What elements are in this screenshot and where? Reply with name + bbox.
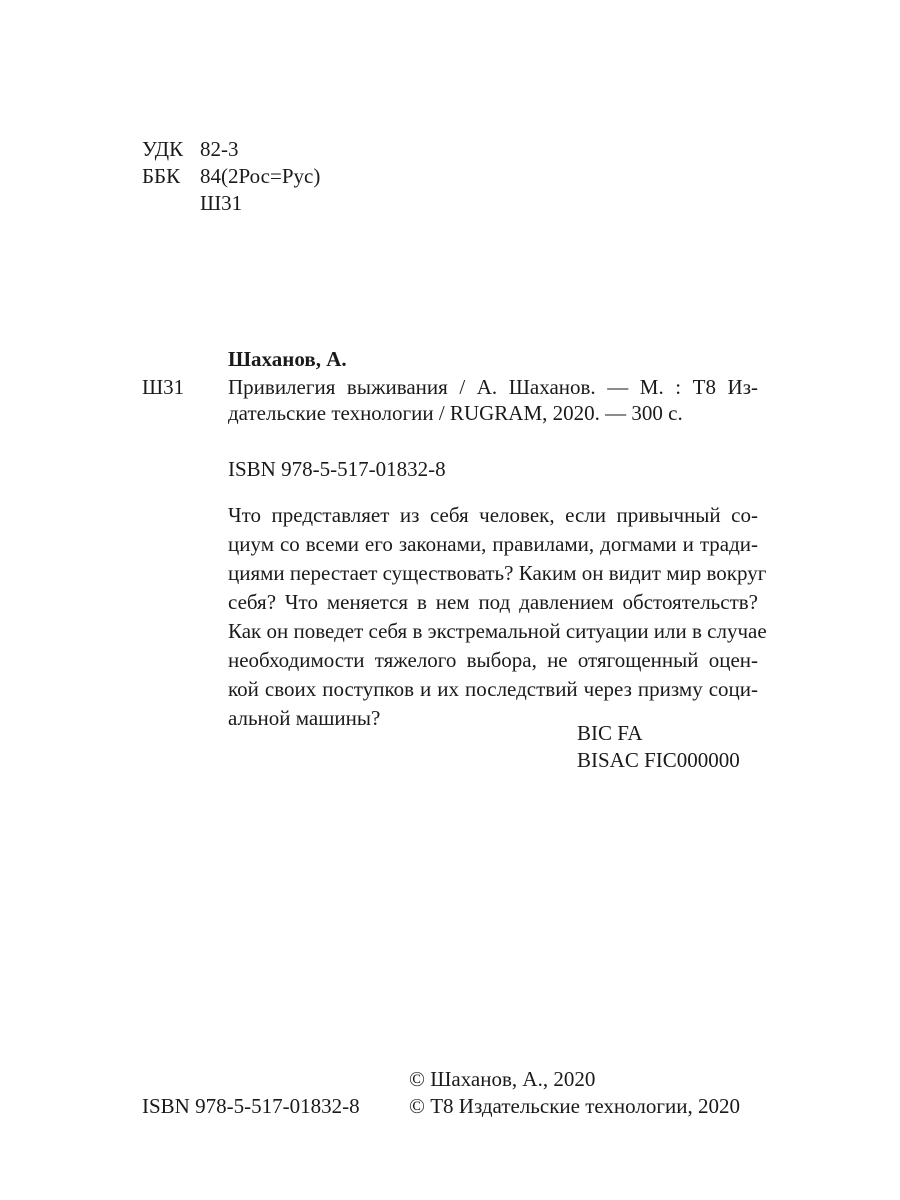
copyright-block: [409, 1066, 740, 1120]
footer-isbn: ISBN 978-5-517-01832-8: [142, 1094, 360, 1118]
copyright-author: © Шаханов, А., 2020: [409, 1067, 596, 1091]
annotation-line: циями перестает существовать? Каким он видит мир вокруг: [228, 561, 767, 585]
annotation-line: Что представляет из себя человек, если привычный со-: [228, 503, 758, 527]
author-heading: Шаханов, А.: [228, 347, 347, 371]
annotation-line: циум со всеми его законами, правилами, догмами и тради-: [228, 532, 758, 556]
annotation-line: альной машины?: [228, 706, 381, 730]
record-cutter: Ш31: [142, 375, 185, 399]
bibliographic-record: [228, 374, 758, 426]
udk-value: 82-3: [200, 137, 239, 161]
annotation: [228, 502, 767, 734]
record-line: дательские технологии / RUGRAM, 2020. — 300 с.: [228, 401, 683, 425]
bisac-code: BISAC FIC000000: [577, 748, 740, 772]
cutter-row: [142, 190, 320, 217]
cutter-code: Ш31: [200, 191, 243, 215]
bbk-row: [142, 163, 320, 190]
annotation-line: кой своих поступков и их последствий через призму соци-: [228, 677, 758, 701]
annotation-line: Как он поведет себя в экстремальной ситуации или в случае: [228, 619, 767, 643]
annotation-line: себя? Что меняется в нем под давлением обстоятельств?: [228, 590, 758, 614]
subject-codes: [577, 720, 740, 774]
classification-block: [142, 136, 320, 217]
record-line: Привилегия выживания / А. Шаханов. — М. : Т8 Из-: [228, 375, 758, 399]
bbk-label: ББК: [142, 164, 181, 188]
record-isbn: ISBN 978-5-517-01832-8: [228, 457, 446, 481]
copyright-publisher: © Т8 Издательские технологии, 2020: [409, 1094, 740, 1118]
bbk-value: 84(2Рос=Рус): [200, 164, 321, 188]
udk-label: УДК: [142, 137, 184, 161]
udk-row: [142, 136, 320, 163]
bic-code: BIC FA: [577, 721, 643, 745]
annotation-line: необходимости тяжелого выбора, не отягощенный оцен-: [228, 648, 758, 672]
